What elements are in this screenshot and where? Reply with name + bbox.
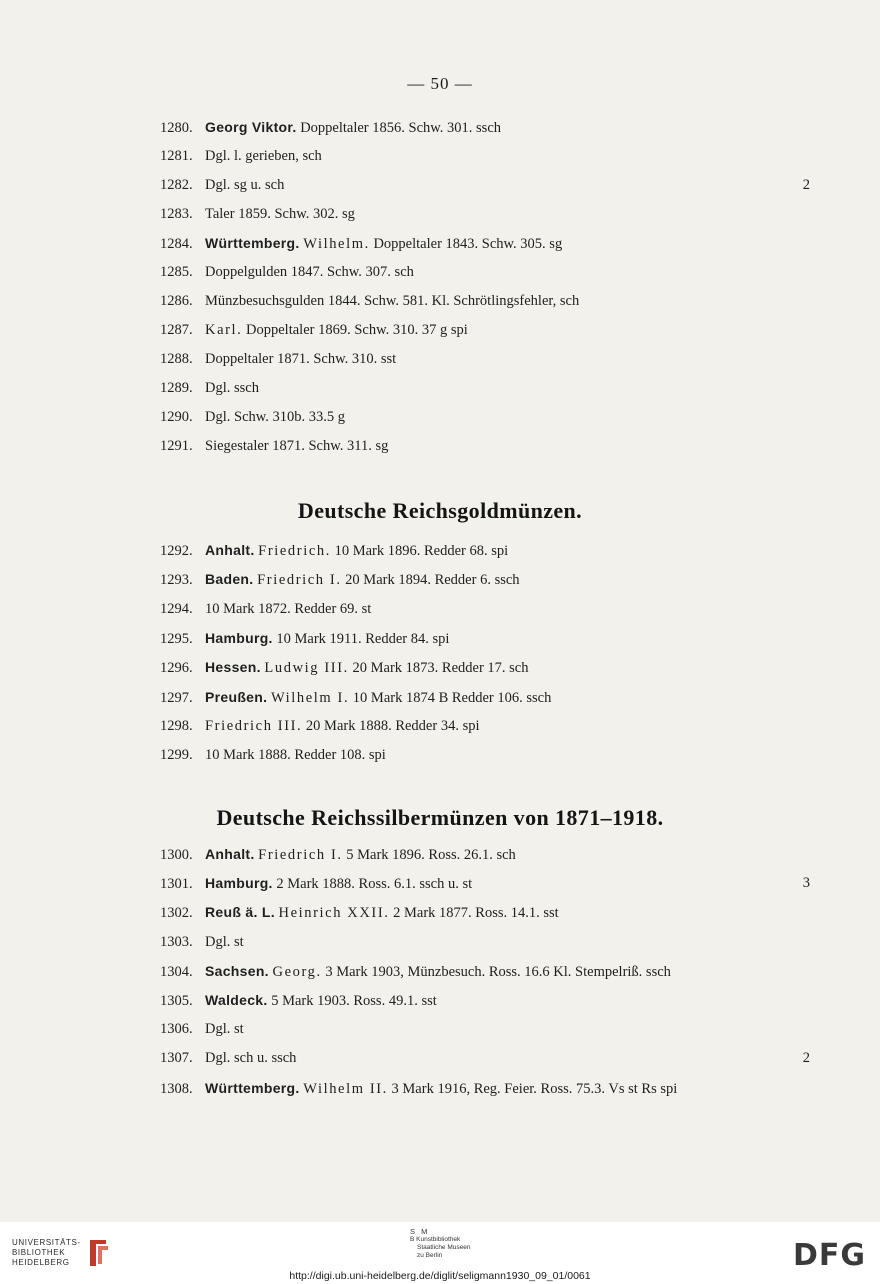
entry-description: 10 Mark 1874 B Redder 106. ssch	[352, 689, 552, 706]
entry-number: 1285.	[160, 264, 193, 280]
catalog-entry	[160, 904, 810, 926]
entry-number: 1283.	[160, 206, 193, 222]
entry-number: 1303.	[160, 933, 193, 950]
catalog-entry	[160, 177, 810, 199]
catalog-entry	[160, 409, 810, 431]
entry-number: 1291.	[160, 438, 193, 454]
catalog-entry	[160, 571, 810, 593]
entry-number: 1289.	[160, 380, 193, 396]
catalog-entry	[160, 293, 810, 315]
catalog-entry	[160, 630, 810, 652]
entry-state: Waldeck.	[205, 992, 268, 1008]
entry-state: Preußen.	[205, 688, 268, 705]
entry-state: Baden.	[205, 571, 254, 588]
entry-number: 1290.	[160, 409, 193, 425]
catalog-entry	[160, 1050, 810, 1072]
footer-bar	[0, 1222, 880, 1284]
section-heading-gold: Deutsche Reichsgoldmünzen.	[297, 498, 583, 523]
catalog-entry	[160, 875, 810, 897]
entry-state: Hamburg.	[205, 629, 273, 646]
library-emblem-icon	[84, 1236, 112, 1270]
entry-description: 10 Mark 1872. Redder 69. st	[205, 600, 372, 617]
entry-state: Hessen.	[205, 659, 261, 676]
catalog-entry	[160, 601, 810, 623]
entry-description: 20 Mark 1873. Redder 17. sch	[352, 660, 529, 677]
entry-description: Dgl. Schw. 310b. 33.5 g	[205, 409, 346, 425]
entry-number: 1307.	[160, 1050, 193, 1067]
center-logo-sm: S M	[410, 1227, 430, 1236]
center-logo-line4: zu Berlin	[417, 1252, 443, 1259]
entry-description: 20 Mark 1888. Redder 34. spi	[305, 717, 480, 734]
entry-state: Anhalt.	[205, 542, 255, 558]
kunstbibliothek-logo[interactable]	[410, 1228, 470, 1260]
catalog-entry	[160, 235, 810, 257]
entry-description: Dgl. ssch	[205, 380, 259, 396]
entry-description: Dgl. st	[205, 933, 244, 950]
entry-description: 2 Mark 1877. Ross. 14.1. sst	[393, 905, 559, 922]
entry-margin-note: 2	[802, 177, 810, 193]
entry-number: 1302.	[160, 905, 193, 922]
entry-number: 1297.	[160, 689, 193, 706]
catalog-entry	[160, 322, 810, 344]
catalog-entry	[160, 1080, 810, 1102]
entry-description: Münzbesuchsgulden 1844. Schw. 581. Kl. Schrötlingsfehler, sch	[205, 293, 580, 309]
catalog-entry	[160, 846, 810, 868]
entry-description: Dgl. sch u. ssch	[205, 1050, 297, 1067]
entry-number: 1304.	[160, 963, 193, 980]
catalog-entry	[160, 119, 810, 141]
catalog-entry	[160, 148, 810, 170]
entry-description: Doppeltaler 1871. Schw. 310. sst	[205, 351, 397, 367]
entry-state: Reuß ä. L.	[205, 904, 275, 921]
entry-state: Anhalt.	[205, 846, 255, 862]
entry-number: 1306.	[160, 1021, 193, 1038]
entry-description: Taler 1859. Schw. 302. sg	[205, 206, 355, 222]
entry-description: Doppeltaler 1843. Schw. 305. sg	[373, 236, 563, 252]
entry-number: 1286.	[160, 293, 193, 309]
entry-number: 1305.	[160, 993, 193, 1009]
entry-description: 20 Mark 1894. Redder 6. ssch	[345, 572, 520, 589]
entry-state: Württemberg.	[205, 235, 300, 251]
university-library-logo[interactable]	[12, 1236, 112, 1270]
entry-ruler: Friedrich I.	[258, 847, 343, 863]
entry-description: 3 Mark 1916, Reg. Feier. Ross. 75.3. Vs st Rs spi	[391, 1080, 678, 1097]
dfg-logo[interactable]: DFG	[792, 1238, 866, 1273]
entry-ruler: Ludwig III.	[264, 660, 349, 677]
entry-ruler: Wilhelm.	[303, 236, 370, 252]
entry-ruler: Friedrich.	[258, 543, 331, 559]
entry-ruler: Georg.	[272, 963, 322, 980]
entry-description: Doppeltaler 1869. Schw. 310. 37 g spi	[246, 322, 468, 338]
entry-ruler: Wilhelm I.	[270, 689, 350, 706]
entry-number: 1281.	[160, 148, 193, 164]
entry-number: 1292.	[160, 543, 193, 559]
entry-description: 5 Mark 1896. Ross. 26.1. sch	[346, 847, 516, 863]
catalog-entry	[160, 718, 810, 740]
entry-number: 1295.	[160, 630, 193, 647]
uni-text-1: UNIVERSITÄTS-	[12, 1238, 81, 1247]
section-heading-silver: Deutsche Reichssilbermünzen von 1871–1918.	[216, 805, 664, 830]
catalog-entry	[160, 542, 810, 564]
uni-text-2: BIBLIOTHEK	[12, 1248, 66, 1257]
entry-description: 5 Mark 1903. Ross. 49.1. sst	[271, 993, 437, 1009]
entry-number: 1287.	[160, 322, 193, 338]
entry-description: Dgl. l. gerieben, sch	[205, 148, 322, 164]
catalog-entry	[160, 438, 810, 460]
catalog-entry	[160, 380, 810, 402]
entry-description: Doppelgulden 1847. Schw. 307. sch	[205, 264, 414, 280]
uni-text-3: HEIDELBERG	[12, 1258, 70, 1267]
entry-number: 1288.	[160, 351, 193, 367]
catalog-entry	[160, 351, 810, 373]
entry-state: Hamburg.	[205, 875, 273, 892]
page-number: — 50 —	[407, 74, 473, 93]
center-logo-line2: B Kunstbibliothek	[410, 1236, 461, 1243]
entry-ruler: Wilhelm II.	[303, 1080, 388, 1097]
entry-description: 10 Mark 1911. Redder 84. spi	[276, 630, 450, 647]
entry-number: 1301.	[160, 876, 193, 893]
entry-number: 1280.	[160, 120, 193, 136]
entry-state: Georg Viktor.	[205, 119, 297, 135]
entry-ruler: Karl.	[205, 322, 243, 338]
catalog-entry	[160, 1021, 810, 1043]
catalog-entry	[160, 963, 810, 985]
entry-number: 1298.	[160, 717, 193, 734]
entry-description: 10 Mark 1888. Redder 108. spi	[205, 747, 386, 764]
catalog-entry	[160, 206, 810, 228]
entry-ruler: Friedrich I.	[257, 572, 342, 589]
entry-number: 1293.	[160, 572, 193, 589]
entry-ruler: Friedrich III.	[205, 717, 303, 734]
entry-number: 1284.	[160, 236, 193, 252]
catalog-entry	[160, 992, 810, 1014]
entry-number: 1294.	[160, 600, 193, 617]
entry-number: 1308.	[160, 1080, 193, 1097]
catalog-entry	[160, 934, 810, 956]
entry-number: 1296.	[160, 660, 193, 677]
entry-state: Sachsen.	[205, 962, 269, 979]
page-url[interactable]: http://digi.ub.uni-heidelberg.de/diglit/seligmann1930_09_01/0061	[289, 1270, 591, 1282]
catalog-entry	[160, 747, 810, 769]
catalog-entry	[160, 689, 810, 711]
entry-margin-note: 2	[802, 1050, 810, 1067]
entry-ruler: Heinrich XXII.	[278, 905, 390, 922]
catalog-entry	[160, 264, 810, 286]
entry-description: Dgl. sg u. sch	[205, 177, 285, 193]
entry-state: Württemberg.	[205, 1079, 300, 1096]
entry-description: 10 Mark 1896. Redder 68. spi	[334, 543, 509, 559]
center-logo-line3: Staatliche Museen	[417, 1244, 471, 1251]
entry-description: Dgl. st	[205, 1021, 244, 1038]
entry-number: 1282.	[160, 177, 193, 193]
entry-description: Doppeltaler 1856. Schw. 301. ssch	[300, 120, 502, 136]
entry-number: 1299.	[160, 747, 193, 764]
entry-margin-note: 3	[802, 875, 810, 892]
entry-description: 3 Mark 1903, Münzbesuch. Ross. 16.6 Kl. Stempelriß. ssch	[325, 963, 671, 980]
catalog-entry	[160, 659, 810, 681]
entry-description: Siegestaler 1871. Schw. 311. sg	[205, 438, 389, 454]
entry-number: 1300.	[160, 847, 193, 863]
entry-description: 2 Mark 1888. Ross. 6.1. ssch u. st	[276, 876, 473, 893]
